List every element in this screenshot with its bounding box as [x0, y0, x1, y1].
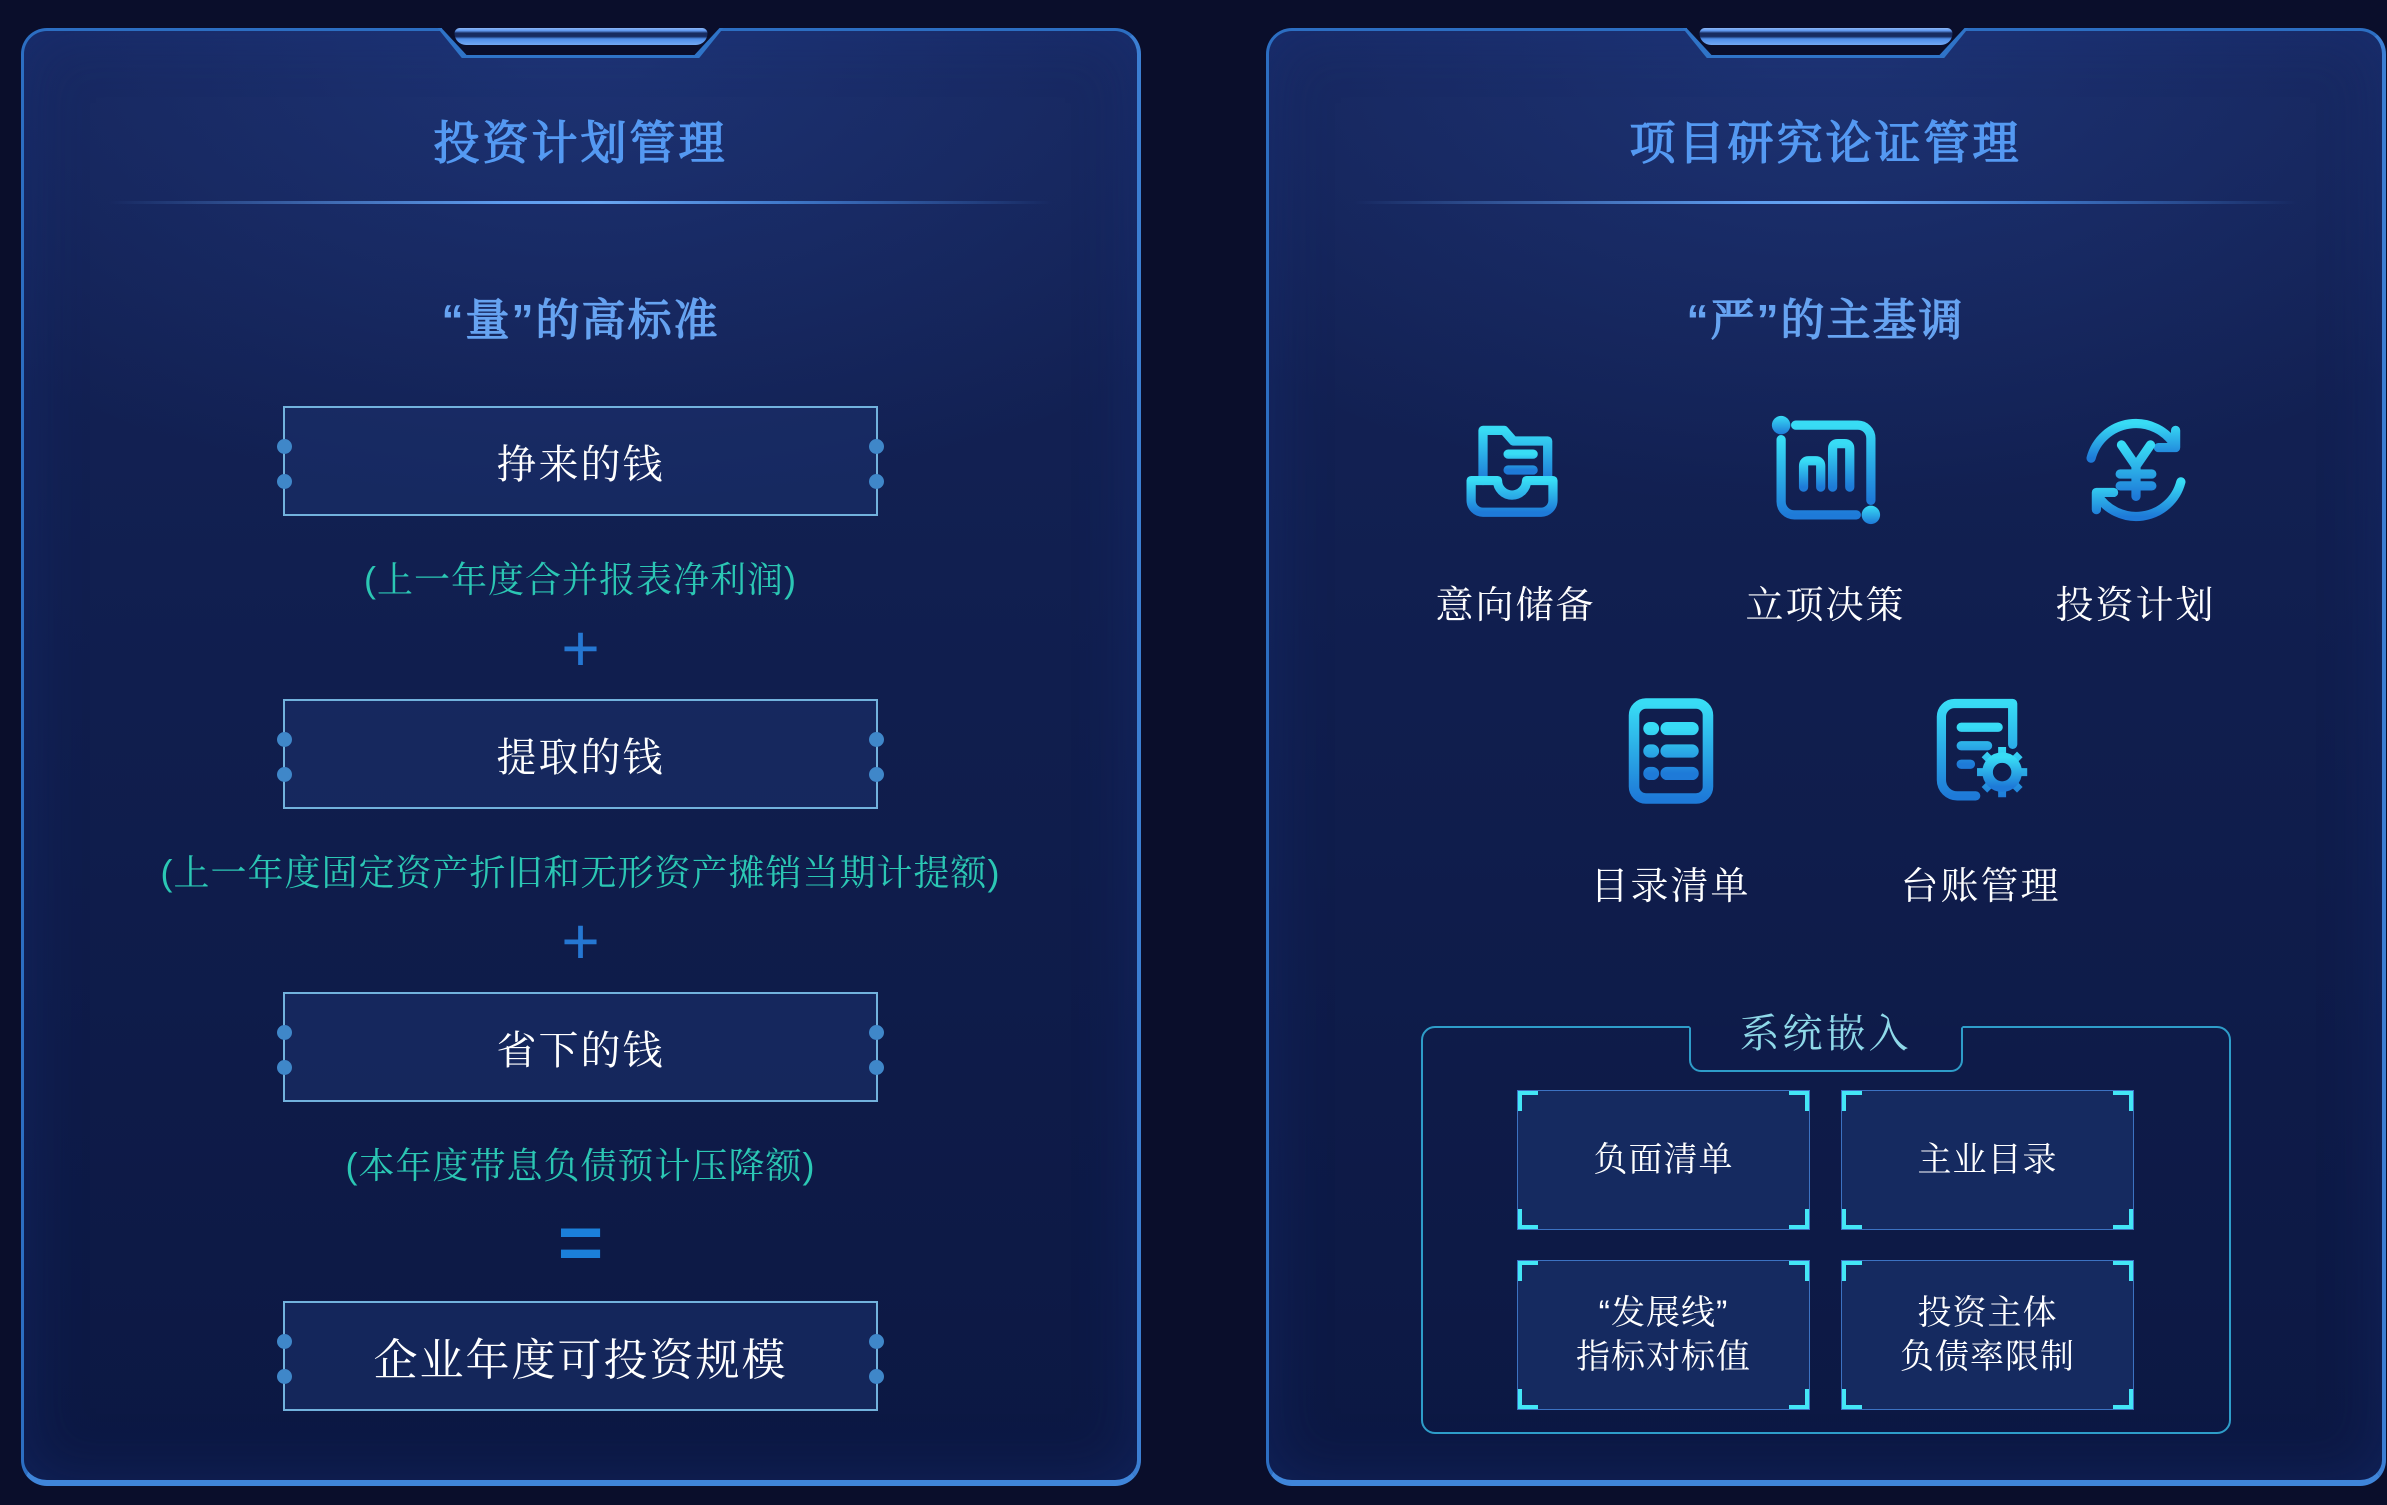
embed-box-negative-list — [1517, 1090, 1810, 1230]
document-gear-icon — [1915, 685, 2047, 817]
section-subtitle: “量”的高标准 — [441, 296, 720, 345]
plus-operator: + — [561, 611, 600, 685]
feature-label: 目录清单 — [1590, 866, 1751, 908]
embed-box-label: “发展线” — [1598, 1294, 1729, 1332]
plus-operator: + — [561, 904, 600, 978]
feature-row-2 — [1269, 685, 2382, 910]
connector-dots-right — [869, 439, 884, 454]
feature-ledger-management — [1826, 685, 2136, 910]
embed-box-label: 主业目录 — [1917, 1141, 2058, 1179]
investment-plan-panel — [21, 28, 1141, 1486]
yuan-cycle-icon — [2070, 404, 2202, 536]
panel-handle-bar — [454, 28, 707, 45]
connector-dots-right — [869, 1334, 884, 1349]
flow-note: (上一年度合并报表净利润) — [364, 559, 797, 600]
feature-row-1 — [1269, 404, 2382, 629]
panel-handle-bar — [1699, 28, 1952, 45]
connector-dots-left — [277, 1334, 292, 1349]
system-embed-title: 系统嵌入 — [1739, 1012, 1912, 1056]
system-embed-container — [1421, 1012, 2231, 1434]
flow-box-label: 省下的钱 — [496, 1028, 665, 1073]
connector-dots-left — [277, 439, 292, 454]
feature-label: 立项决策 — [1745, 585, 1906, 627]
embed-box-development-line — [1517, 1260, 1810, 1410]
embed-box-label: 负面清单 — [1593, 1141, 1734, 1179]
feature-intention-reserve — [1361, 404, 1671, 629]
flow-box-label: 企业年度可投资规模 — [373, 1336, 788, 1385]
flow-box-result — [283, 1301, 878, 1411]
embed-box-debt-ratio-limit — [1841, 1260, 2134, 1410]
feature-project-decision — [1671, 404, 1981, 629]
flow-box-saved — [283, 992, 878, 1102]
title-divider — [108, 201, 1053, 204]
flow-note: (上一年度固定资产折旧和无形资产摊销当期计提额) — [160, 852, 1001, 893]
connector-dots-left — [277, 1025, 292, 1040]
embed-box-label: 投资主体 — [1917, 1294, 2058, 1332]
section-subtitle: “严”的主基调 — [1686, 296, 1965, 345]
embed-box-label: 指标对标值 — [1576, 1338, 1751, 1376]
feature-label: 意向储备 — [1435, 585, 1596, 627]
embed-box-main-catalog — [1841, 1090, 2134, 1230]
panel-title: 项目研究论证管理 — [1629, 117, 2022, 169]
list-icon — [1605, 685, 1737, 817]
flow-box-label: 挣来的钱 — [496, 442, 665, 487]
connector-dots-right — [869, 1025, 884, 1040]
title-divider — [1353, 201, 2298, 204]
feature-label: 投资计划 — [2055, 585, 2216, 627]
system-embed-grid — [1423, 1090, 2229, 1410]
bar-chart-icon — [1760, 404, 1892, 536]
research-review-panel — [1266, 28, 2386, 1486]
feature-label: 台账管理 — [1900, 866, 2061, 908]
feature-catalog-list — [1516, 685, 1826, 910]
panel-top-notch — [438, 28, 724, 58]
embed-box-label: 负债率限制 — [1900, 1338, 2075, 1376]
connector-dots-right — [869, 732, 884, 747]
panel-top-notch — [1683, 28, 1969, 58]
flow-box-label: 提取的钱 — [496, 735, 665, 780]
folder-tray-icon — [1450, 404, 1582, 536]
flow-note: (本年度带息负债预计压降额) — [345, 1145, 816, 1186]
feature-investment-plan — [1981, 404, 2291, 629]
connector-dots-left — [277, 732, 292, 747]
equals-operator: = — [557, 1198, 604, 1286]
flow-box-earned — [283, 406, 878, 516]
panel-title: 投资计划管理 — [433, 117, 728, 169]
flow-box-withdrawn — [283, 699, 878, 809]
